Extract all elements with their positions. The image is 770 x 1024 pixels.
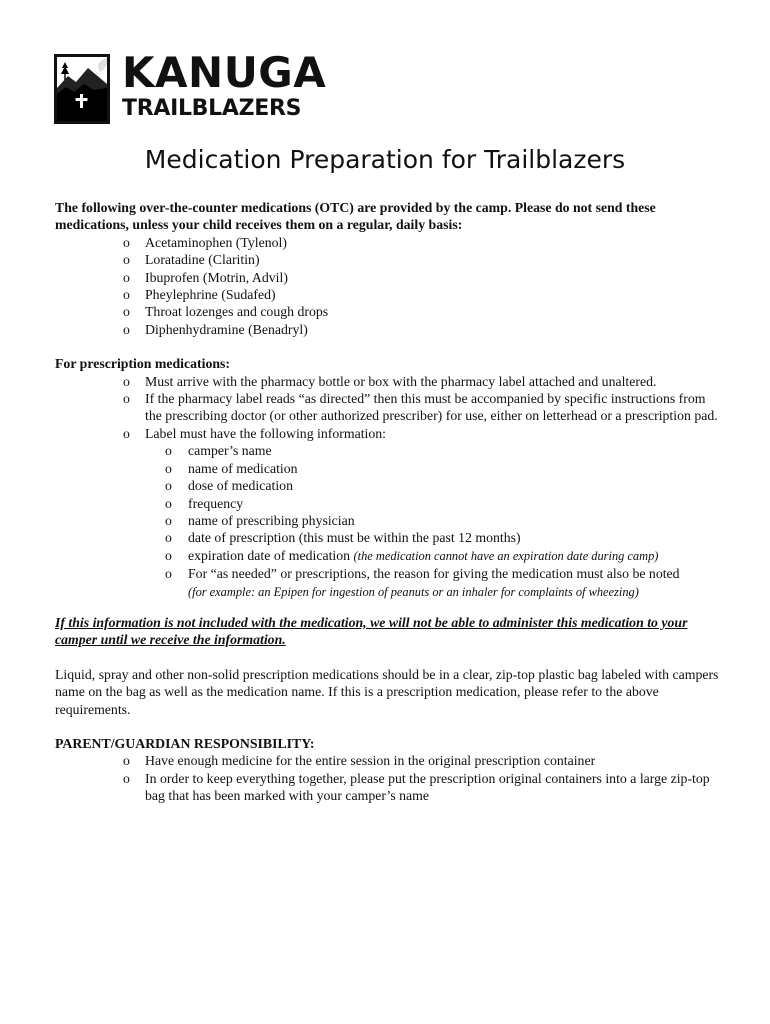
liquid-medication-paragraph: Liquid, spray and other non-solid prescription medications should be in a clear, zip-top plastic bag labeled with campers name on the bag as well as the medication name. If this is a prescription medication, please refer to the above requirements. (55, 666, 719, 717)
list-item: o Pheylephrine (Sudafed) (55, 286, 720, 303)
prescription-heading: For prescription medications: (55, 356, 231, 372)
mountain-cross-logo-icon (54, 54, 110, 124)
list-item: o name of medication (145, 460, 720, 477)
logo-subtitle: TRAILBLAZERS (122, 96, 302, 121)
label-info-list (145, 442, 720, 601)
list-item: o frequency (145, 495, 720, 512)
otc-list (55, 234, 720, 338)
list-item: o dose of medication (145, 477, 720, 494)
document-body (55, 199, 720, 805)
list-item: o date of prescription (this must be within the past 12 months) (145, 529, 720, 546)
logo-wordmark: KANUGA (122, 48, 327, 97)
list-item: o Acetaminophen (Tylenol) (55, 234, 720, 251)
list-item: o Have enough medicine for the entire session in the original prescription container (55, 752, 720, 769)
as-needed-text: For “as needed” or prescriptions, the reason for giving the medication must also be noted (188, 566, 680, 582)
list-item: o name of prescribing physician (145, 512, 720, 529)
list-item: o Diphenhydramine (Benadryl) (55, 321, 720, 338)
prescription-list (55, 373, 720, 601)
list-item: o Throat lozenges and cough drops (55, 303, 720, 320)
expiration-text: expiration date of medication (188, 547, 354, 563)
warning-notice: If this information is not included with the medication, we will not be able to administer this medication to your camper until we receive the information. (55, 614, 688, 648)
list-item: o camper’s name (145, 442, 720, 459)
list-item: o If the pharmacy label reads “as directed” then this must be accompanied by specific instructions from the prescribing doctor (or other authorized prescriber) for use, either on letterhead or a prescription pad. (55, 390, 720, 425)
as-needed-note: (for example: an Epipen for ingestion of peanuts or an inhaler for complaints of wheezing) (188, 584, 639, 599)
responsibility-list (55, 752, 720, 804)
list-item: o Ibuprofen (Motrin, Advil) (55, 269, 720, 286)
otc-intro: The following over-the-counter medications (OTC) are provided by the camp. Please do not send these medications, unless your child receives them on a regular, daily basis: (55, 200, 656, 233)
responsibility-heading: PARENT/GUARDIAN RESPONSIBILITY: (55, 735, 315, 751)
list-item: o In order to keep everything together, please put the prescription original containers into a large zip-top bag that has been marked with your camper’s name (55, 770, 720, 805)
list-item: o Loratadine (Claritin) (55, 251, 720, 268)
list-item: o Must arrive with the pharmacy bottle or box with the pharmacy label attached and unaltered. (55, 373, 720, 390)
label-requirements-text: Label must have the following information: (145, 425, 387, 441)
list-item (145, 565, 720, 601)
list-item (145, 547, 720, 565)
expiration-note: (the medication cannot have an expiration date during camp) (353, 548, 659, 563)
page-title: Medication Preparation for Trailblazers (144, 145, 626, 174)
list-item (55, 425, 720, 601)
